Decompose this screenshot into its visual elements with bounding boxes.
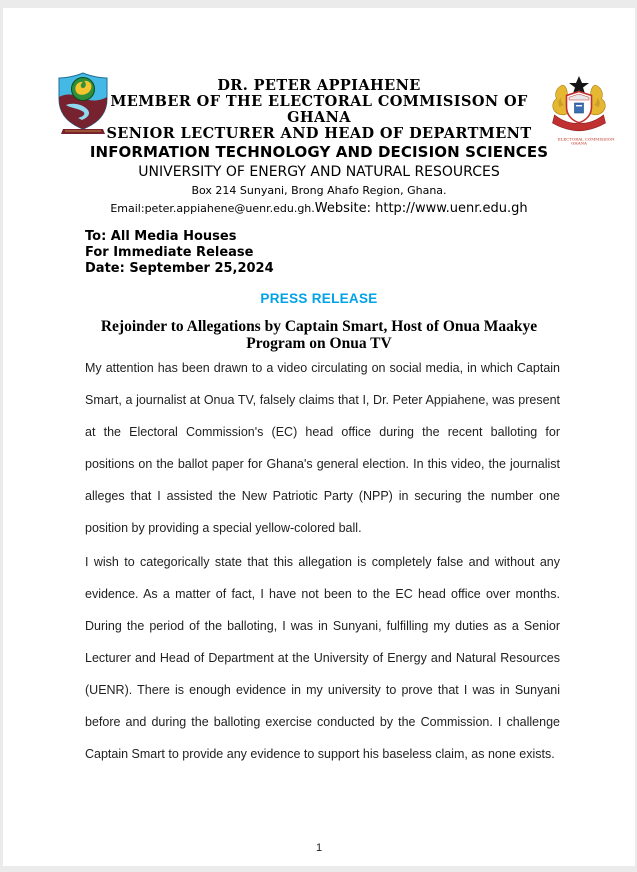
press-release-label: PRESS RELEASE [260, 291, 378, 306]
role-line-1: MEMBER OF THE ELECTORAL COMMISISON OF [110, 93, 528, 110]
body-paragraph-1: My attention has been drawn to a video circulating on social media, in which Captain Smart, a journalist at Onua TV, falsely claims that I, Dr. Peter Appiahene, was present at the Electoral Commission's (EC) head office during the recent balloting for positions on the ballot paper for Ghana's general election. In this video, the journalist alleges that I assisted the New Patriotic Party (NPP) in securing the number one position by providing a special yellow-colored ball. [85, 361, 560, 535]
email-text: Email:peter.appiahene@uenr.edu.gh. [110, 202, 315, 215]
address-line: Box 214 Sunyani, Brong Ahafo Region, Ghana. [191, 184, 447, 197]
date-line: Date: September 25,2024 [85, 261, 274, 276]
meta-block [85, 229, 635, 277]
role-line-2: GHANA [287, 109, 351, 126]
website-text: Website: http://www.uenr.edu.gh [314, 201, 528, 216]
ec-caption-line2: GHANA [571, 141, 587, 146]
letterhead [3, 8, 635, 217]
person-name: DR. PETER APPIAHENE [217, 77, 421, 94]
page-number: 1 [315, 842, 323, 854]
ec-caption-line1: ELECTORAL COMMISSION [557, 137, 615, 142]
contact-line [3, 200, 635, 217]
body-paragraph-2: I wish to categorically state that this allegation is completely false and without any evidence. As a matter of fact, I have not been to the EC head office over months. During the period of the balloting, I was in Sunyani, fulfilling my duties as a Senior Lecturer and Head of Department at the University of Energy and Natural Resources (UENR). There is enough evidence in my university to prove that I was in Sunyani before and during the balloting exercise conducted by the Commission. I challenge Captain Smart to provide any evidence to support his baseless claim, as none exists. [85, 555, 560, 761]
department-line: INFORMATION TECHNOLOGY AND DECISION SCIENCES [89, 143, 549, 161]
document-title-line2: Program on Onua TV [246, 335, 392, 352]
university-line: UNIVERSITY OF ENERGY AND NATURAL RESOURCES [138, 164, 500, 180]
release-line: For Immediate Release [85, 245, 254, 260]
document-title [3, 318, 635, 352]
document-page [3, 8, 635, 866]
recipient-line: To: All Media Houses [85, 229, 237, 244]
role-line-3: SENIOR LECTURER AND HEAD OF DEPARTMENT [106, 125, 532, 142]
document-body [85, 352, 560, 770]
document-title-line1: Rejoinder to Allegations by Captain Smart, Host of Onua Maakye [100, 318, 538, 335]
